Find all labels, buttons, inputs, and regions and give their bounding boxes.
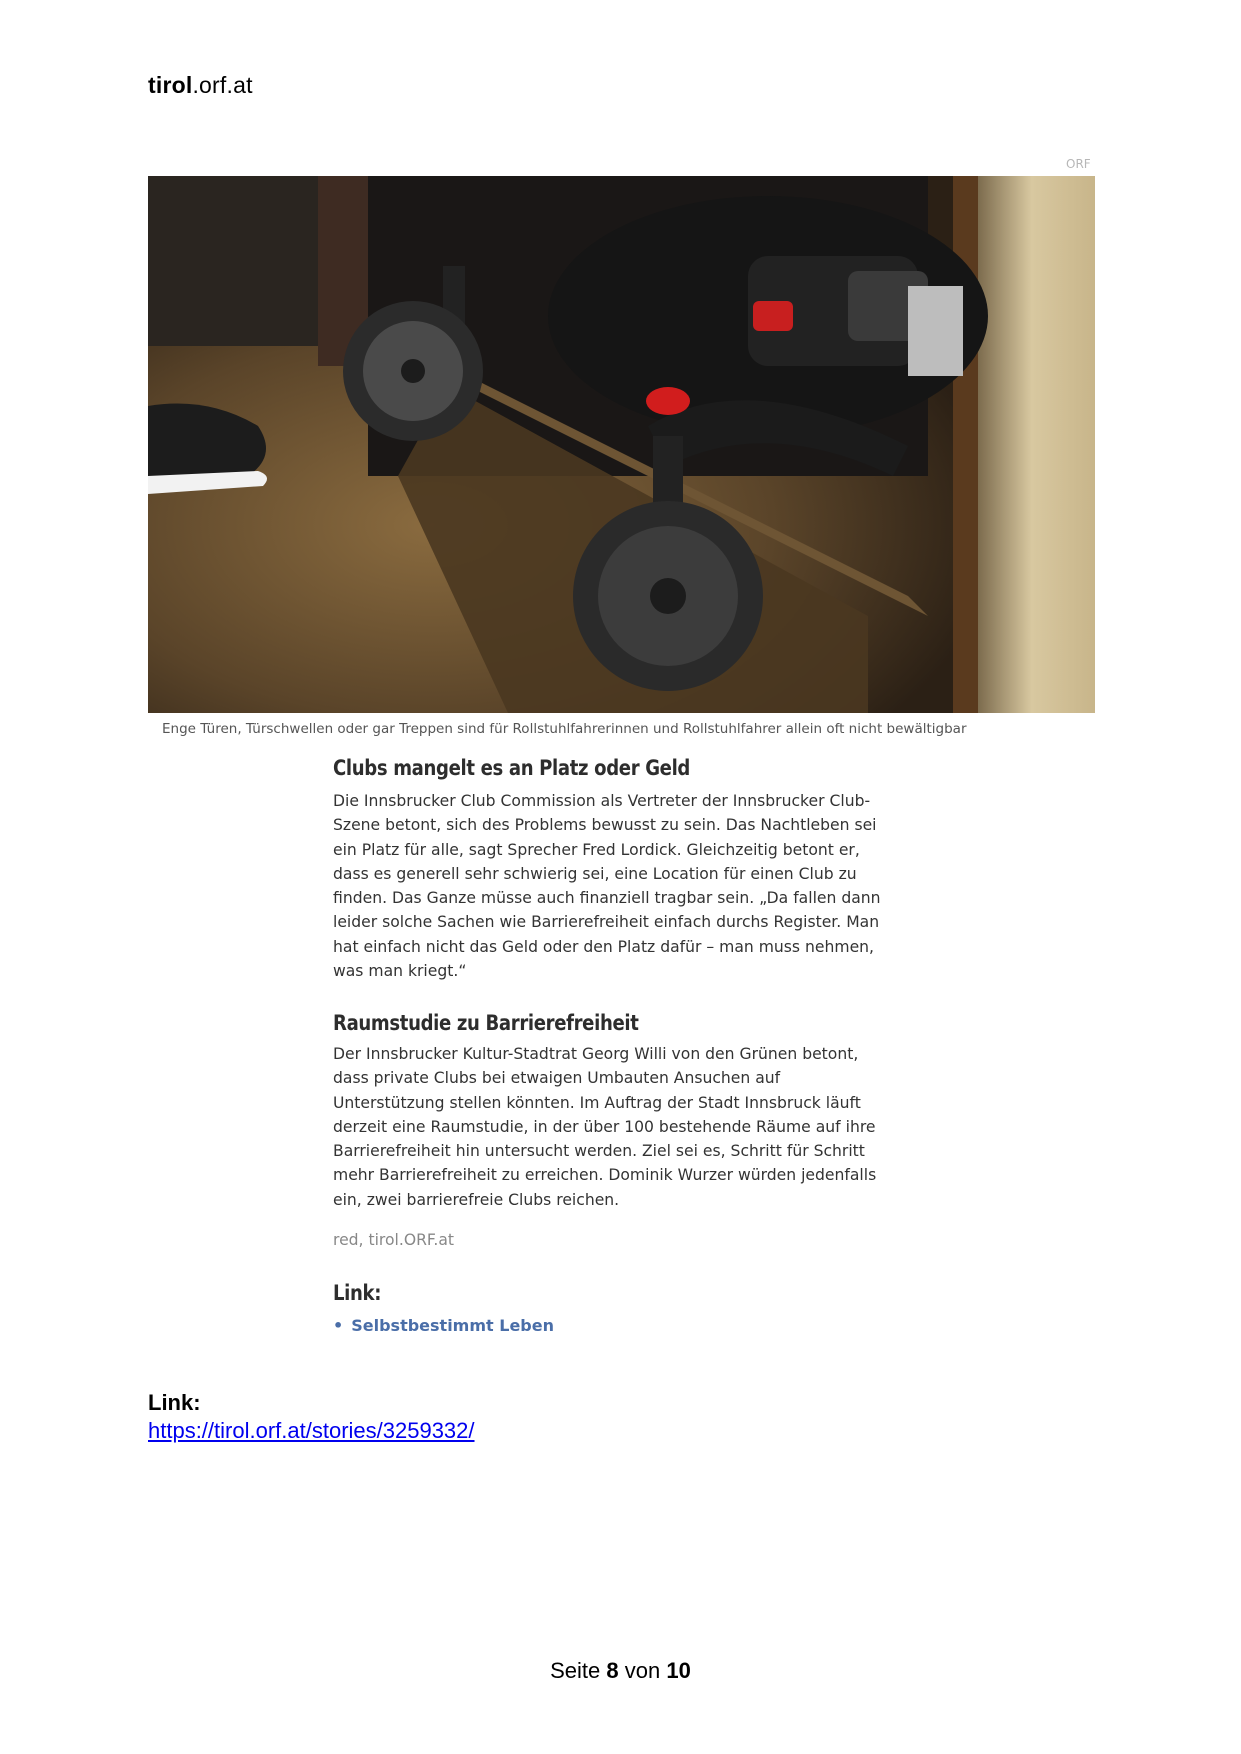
bullet-icon: • <box>333 1316 344 1335</box>
related-link-item <box>333 1316 554 1335</box>
site-name-rest: .orf.at <box>192 72 253 98</box>
article-credit: red, tirol.ORF.at <box>333 1231 455 1249</box>
text-line: Der Innsbrucker Kultur-Stadtrat Georg Willi von den Grünen betont, <box>333 1045 859 1063</box>
related-link-selbstbestimmt-leben[interactable]: Selbstbestimmt Leben <box>351 1316 554 1335</box>
text-line: ein Platz für alle, sagt Sprecher Fred Lordick. Gleichzeitig betont er, <box>333 840 860 859</box>
text-line: Unterstützung stellen könnten. Im Auftrag der Stadt Innsbruck läuft <box>333 1093 861 1112</box>
section-heading-raumstudie: Raumstudie zu Barrierefreiheit <box>333 1011 639 1035</box>
site-header <box>148 72 253 99</box>
text-line: Die Innsbrucker Club Commission als Vertreter der Innsbrucker Club- <box>333 792 871 810</box>
text-line: finden. Das Ganze müsse auch finanziell tragbar sein. „Da fallen dann <box>333 889 881 908</box>
article-photo <box>148 176 1095 713</box>
section-body-raumstudie <box>333 1042 913 1212</box>
text-line: hat einfach nicht das Geld oder den Platz dafür – man muss nehmen, <box>333 937 874 956</box>
page-total: 10 <box>666 1658 691 1683</box>
page-prefix: Seite <box>550 1658 601 1683</box>
source-url-link[interactable]: https://tirol.orf.at/stories/3259332/ <box>148 1418 475 1443</box>
text-line: dass es generell sehr schwierig sei, eine Location für einen Club zu <box>333 864 857 883</box>
text-line: was man kriegt.“ <box>333 962 467 981</box>
text-line: dass private Clubs bei etwaigen Umbauten Ansuchen auf <box>333 1069 781 1088</box>
page-number <box>0 1658 1241 1684</box>
text-line: mehr Barrierefreiheit zu erreichen. Dominik Wurzer würden jedenfalls <box>333 1166 877 1185</box>
text-line: Szene betont, sich des Problems bewusst zu sein. Das Nachtleben sei <box>333 816 877 835</box>
page-current: 8 <box>606 1658 619 1683</box>
photo-caption: Enge Türen, Türschwellen oder gar Treppen sind für Rollstuhlfahrerinnen und Rollstuhlfahrer allein oft nicht bewältigbar <box>162 721 967 737</box>
photo-credit: ORF <box>1066 157 1091 171</box>
text-line: Barrierefreiheit hin untersucht werden. Ziel sei es, Schritt für Schritt <box>333 1142 865 1161</box>
text-line: derzeit eine Raumstudie, in der über 100 bestehende Räume auf ihre <box>333 1117 876 1136</box>
text-line: ein, zwei barrierefreie Clubs reichen. <box>333 1190 620 1209</box>
text-line: leider solche Sachen wie Barrierefreiheit einfach durchs Register. Man <box>333 913 880 932</box>
wheelchair-photo-illustration <box>148 176 1095 713</box>
section-body-clubs <box>333 789 913 983</box>
link-heading: Link: <box>333 1281 382 1305</box>
page-middle: von <box>624 1658 661 1683</box>
section-heading-clubs: Clubs mangelt es an Platz oder Geld <box>333 756 691 780</box>
footer-link-label: Link: <box>148 1390 201 1415</box>
site-name-bold: tirol <box>148 72 193 98</box>
